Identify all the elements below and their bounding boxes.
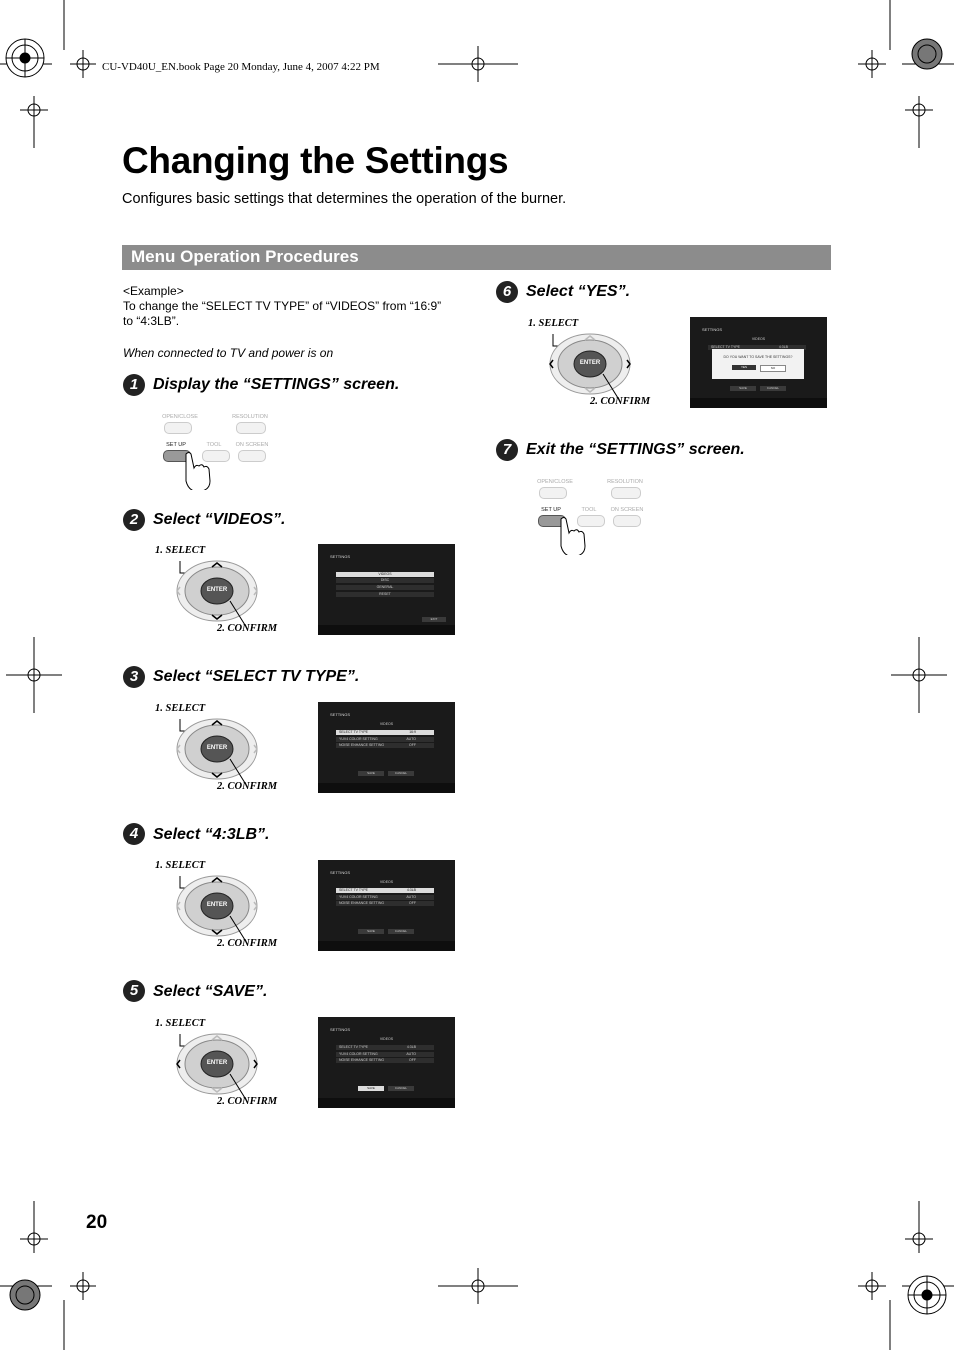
tv-screen-2 <box>318 544 455 635</box>
open-close-button[interactable] <box>164 422 192 434</box>
page-title: Changing the Settings <box>122 140 509 181</box>
example-block <box>123 284 453 329</box>
screen-footer <box>318 1098 455 1108</box>
confirm-label: 2. CONFIRM <box>217 938 278 949</box>
tv-screen-6 <box>690 317 827 408</box>
select-label: 1. SELECT <box>528 318 579 329</box>
menu-item-general[interactable]: GENERAL <box>336 585 434 590</box>
step-1-number: 1 <box>123 374 145 396</box>
enter-label[interactable]: ENTER <box>206 902 228 908</box>
set-up-label: SET UP <box>166 442 186 448</box>
select-label: 1. SELECT <box>155 1018 206 1029</box>
row-select-tv-type[interactable]: SELECT TV TYPE 16:9 <box>336 730 434 735</box>
enter-label[interactable]: ENTER <box>579 360 601 366</box>
screen-subheader: VIDEOS <box>751 337 766 341</box>
screen-header: SETTINGS <box>330 870 351 875</box>
menu-item-videos[interactable]: VIDEOS <box>336 572 434 577</box>
step-7-number: 7 <box>496 439 518 461</box>
pointing-hand-icon <box>555 515 587 555</box>
on-screen-button[interactable] <box>238 450 266 462</box>
remote-setup-panel-1 <box>150 410 290 490</box>
step-2-title: Select “VIDEOS”. <box>153 511 286 528</box>
step-7-title: Exit the “SETTINGS” screen. <box>526 441 745 458</box>
step-5-number: 5 <box>123 980 145 1002</box>
save-button[interactable]: SAVE <box>730 386 756 391</box>
page-number: 20 <box>86 1212 108 1233</box>
step-3-title: Select “SELECT TV TYPE”. <box>153 668 360 685</box>
confirm-label: 2. CONFIRM <box>217 623 278 634</box>
condition-note: When connected to TV and power is on <box>123 346 334 360</box>
tv-screen-5 <box>318 1017 455 1108</box>
screen-footer <box>318 625 455 635</box>
tv-screen-3 <box>318 702 455 793</box>
step-5-title: Select “SAVE”. <box>153 983 268 1000</box>
open-close-button[interactable] <box>539 487 567 499</box>
resolution-label: RESOLUTION <box>607 479 643 485</box>
resolution-label: RESOLUTION <box>232 414 268 420</box>
row-color-setting[interactable]: YUV4 COLOR SETTING AUTO <box>336 1052 434 1057</box>
row-noise-setting[interactable]: NOISE ENHANCE SETTING OFF <box>336 1058 434 1063</box>
step-1-title: Display the “SETTINGS” screen. <box>153 376 400 393</box>
confirm-label: 2. CONFIRM <box>217 1096 278 1107</box>
cancel-button[interactable]: CANCEL <box>388 929 414 934</box>
remote-pad-5 <box>150 1016 290 1111</box>
menu-item-disc[interactable]: DISC <box>336 578 434 583</box>
remote-setup-panel-7 <box>525 475 665 555</box>
dialog-question: DO YOU WANT TO SAVE THE SETTINGS? <box>723 355 793 359</box>
screen-header: SETTINGS <box>330 554 351 559</box>
remote-pad-6 <box>523 316 663 411</box>
row-color-setting[interactable]: YUV4 COLOR SETTING AUTO <box>336 895 434 900</box>
screen-footer <box>318 783 455 793</box>
tool-label: TOOL <box>581 507 597 513</box>
remote-pad-4 <box>150 858 290 953</box>
resolution-button[interactable] <box>611 487 641 499</box>
confirm-label: 2. CONFIRM <box>217 781 278 792</box>
screen-footer <box>690 398 827 408</box>
exit-button[interactable]: EXIT <box>422 617 446 622</box>
select-label: 1. SELECT <box>155 860 206 871</box>
row-select-tv-type[interactable]: SELECT TV TYPE 4:3LB <box>336 1045 434 1050</box>
select-label: 1. SELECT <box>155 545 206 556</box>
book-info: CU-VD40U_EN.book Page 20 Monday, June 4, 2007 4:22 PM <box>102 61 380 73</box>
cancel-button[interactable]: CANCEL <box>388 1086 414 1091</box>
step-3-number: 3 <box>123 666 145 688</box>
open-close-label: OPEN/CLOSE <box>162 414 198 420</box>
remote-pad-3 <box>150 701 290 796</box>
screen-header: SETTINGS <box>330 712 351 717</box>
enter-label[interactable]: ENTER <box>206 587 228 593</box>
step-2-number: 2 <box>123 509 145 531</box>
enter-label[interactable]: ENTER <box>206 745 228 751</box>
yes-button[interactable]: YES <box>732 365 756 370</box>
screen-header: SETTINGS <box>702 327 723 332</box>
cancel-button[interactable]: CANCEL <box>388 771 414 776</box>
screen-subheader: VIDEOS <box>379 722 394 726</box>
pointing-hand-icon <box>180 450 212 490</box>
screen-subheader: VIDEOS <box>379 1037 394 1041</box>
row-noise-setting[interactable]: NOISE ENHANCE SETTING OFF <box>336 901 434 906</box>
screen-footer <box>318 941 455 951</box>
screen-header: SETTINGS <box>330 1027 351 1032</box>
screen-subheader: VIDEOS <box>379 880 394 884</box>
tv-screen-4 <box>318 860 455 951</box>
tool-label: TOOL <box>206 442 222 448</box>
section-header <box>122 245 831 270</box>
on-screen-label: ON SCREEN <box>235 442 269 448</box>
resolution-button[interactable] <box>236 422 266 434</box>
remote-pad-2 <box>150 543 290 638</box>
save-button[interactable]: SAVE <box>358 771 384 776</box>
select-label: 1. SELECT <box>155 703 206 714</box>
section-title: Menu Operation Procedures <box>131 247 359 266</box>
on-screen-button[interactable] <box>613 515 641 527</box>
open-close-label: OPEN/CLOSE <box>537 479 573 485</box>
step-4-title: Select “4:3LB”. <box>153 826 270 843</box>
row-color-setting[interactable]: YUV4 COLOR SETTING AUTO <box>336 737 434 742</box>
example-label: <Example> <box>123 284 184 298</box>
save-button[interactable]: SAVE <box>358 1086 384 1091</box>
row-select-tv-type: SELECT TV TYPE 4:3LB <box>708 345 806 350</box>
menu-item-reset[interactable]: RESET <box>336 592 434 597</box>
save-button[interactable]: SAVE <box>358 929 384 934</box>
enter-label[interactable]: ENTER <box>206 1060 228 1066</box>
step-4-number: 4 <box>123 823 145 845</box>
cancel-button[interactable]: CANCEL <box>760 386 786 391</box>
row-select-tv-type[interactable]: SELECT TV TYPE 4:3LB <box>336 888 434 893</box>
on-screen-label: ON SCREEN <box>610 507 644 513</box>
confirm-dialog <box>712 349 804 379</box>
confirm-label: 2. CONFIRM <box>590 396 651 407</box>
no-button[interactable]: NO <box>760 365 786 372</box>
page-subtitle: Configures basic settings that determines the operation of the burner. <box>122 191 567 207</box>
example-text: To change the “SELECT TV TYPE” of “VIDEOS” from “16:9” to “4:3LB”. <box>123 299 442 328</box>
row-noise-setting[interactable]: NOISE ENHANCE SETTING OFF <box>336 743 434 748</box>
step-6-number: 6 <box>496 281 518 303</box>
step-6-title: Select “YES”. <box>526 283 631 300</box>
set-up-label: SET UP <box>541 507 561 513</box>
